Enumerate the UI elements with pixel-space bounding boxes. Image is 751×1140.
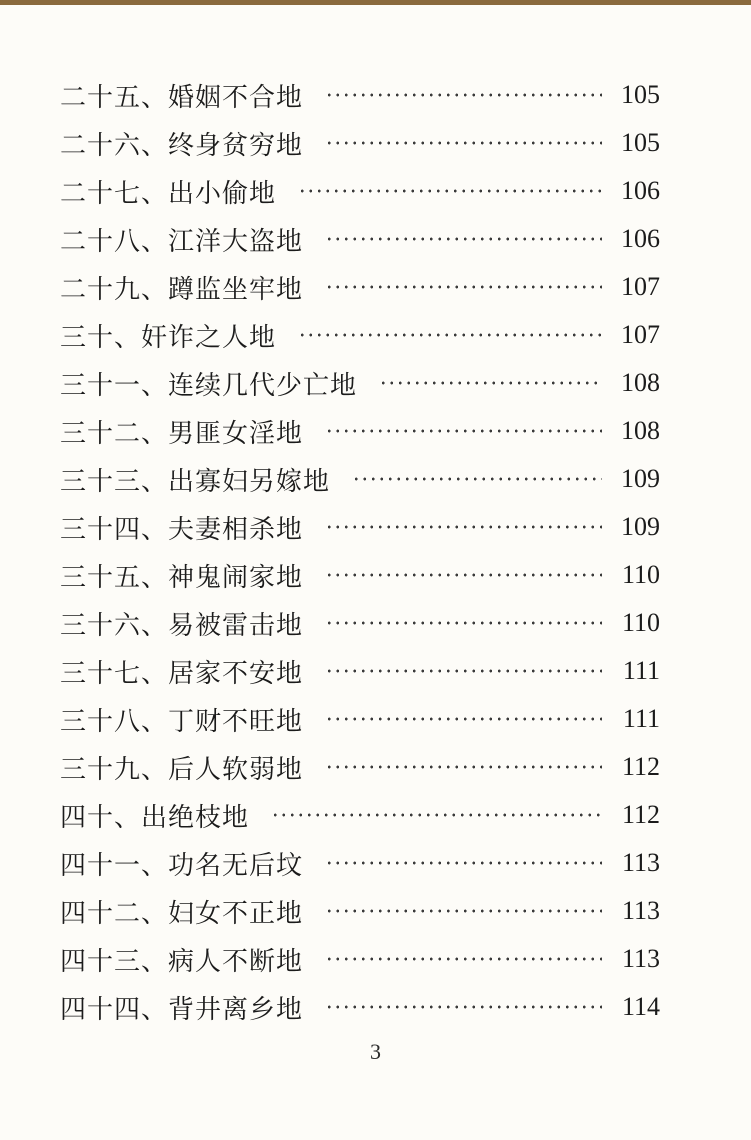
toc-entry-title: 二十六、终身贫穷地	[60, 130, 304, 161]
toc-entry-page-number: 112	[621, 752, 660, 781]
toc-entry	[60, 311, 660, 359]
toc-entry-title: 二十五、婚姻不合地	[60, 82, 304, 113]
dot-leader	[325, 621, 602, 625]
toc-entry-title: 三十四、夫妻相杀地	[60, 514, 304, 545]
toc-entry	[60, 359, 660, 407]
dot-leader	[325, 285, 602, 289]
toc-entry-page-number: 106	[621, 176, 660, 205]
toc-entry-page-number: 105	[621, 128, 660, 157]
toc-entry-title: 二十九、蹲监坐牢地	[60, 274, 304, 305]
toc-entry	[60, 71, 660, 119]
dot-leader	[325, 861, 602, 865]
toc-entry-title: 四十三、病人不断地	[60, 946, 304, 977]
toc-entry-page-number: 110	[621, 608, 660, 637]
page-number: 3	[370, 1039, 381, 1064]
table-of-contents	[60, 71, 660, 1031]
toc-entry-page-number: 113	[621, 944, 660, 973]
dot-leader	[298, 189, 602, 193]
toc-entry-page-number: 111	[622, 704, 660, 733]
toc-entry-title: 三十六、易被雷击地	[60, 610, 304, 641]
toc-entry-page-number: 106	[621, 224, 660, 253]
toc-entry	[60, 551, 660, 599]
toc-entry-title: 三十二、男匪女淫地	[60, 418, 304, 449]
toc-entry	[60, 263, 660, 311]
dot-leader	[325, 765, 602, 769]
dot-leader	[325, 429, 602, 433]
toc-entry-page-number: 113	[621, 896, 660, 925]
dot-leader	[271, 813, 602, 817]
toc-entry-title: 四十四、背井离乡地	[60, 994, 304, 1025]
toc-entry-page-number: 107	[621, 272, 660, 301]
toc-entry	[60, 935, 660, 983]
toc-entry-page-number: 114	[621, 992, 660, 1021]
toc-entry-page-number: 113	[621, 848, 660, 877]
toc-entry	[60, 455, 660, 503]
toc-entry-page-number: 108	[621, 416, 660, 445]
toc-entry	[60, 983, 660, 1031]
toc-entry	[60, 599, 660, 647]
toc-entry	[60, 167, 660, 215]
dot-leader	[379, 381, 602, 385]
dot-leader	[325, 957, 602, 961]
toc-entry-title: 四十二、妇女不正地	[60, 898, 304, 929]
dot-leader	[325, 909, 602, 913]
toc-entry-title: 四十、出绝枝地	[60, 802, 250, 833]
toc-entry-page-number: 109	[621, 512, 660, 541]
toc-entry	[60, 695, 660, 743]
toc-entry-title: 三十八、丁财不旺地	[60, 706, 304, 737]
toc-entry	[60, 503, 660, 551]
dot-leader	[325, 93, 602, 97]
dot-leader	[352, 477, 602, 481]
toc-entry-title: 三十九、后人软弱地	[60, 754, 304, 785]
toc-entry	[60, 647, 660, 695]
toc-entry-page-number: 112	[621, 800, 660, 829]
toc-entry	[60, 407, 660, 455]
toc-entry	[60, 839, 660, 887]
toc-entry-page-number: 111	[622, 656, 660, 685]
dot-leader	[325, 573, 602, 577]
toc-entry-title: 二十八、江洋大盗地	[60, 226, 304, 257]
toc-entry-page-number: 107	[621, 320, 660, 349]
document-page	[0, 5, 751, 1140]
toc-entry	[60, 791, 660, 839]
dot-leader	[298, 333, 602, 337]
toc-entry-page-number: 105	[621, 80, 660, 109]
toc-entry-page-number: 110	[621, 560, 660, 589]
dot-leader	[325, 717, 602, 721]
toc-entry-page-number: 109	[621, 464, 660, 493]
toc-entry	[60, 119, 660, 167]
dot-leader	[325, 669, 602, 673]
toc-entry-page-number: 108	[621, 368, 660, 397]
toc-entry-title: 三十三、出寡妇另嫁地	[60, 466, 331, 497]
toc-entry-title: 二十七、出小偷地	[60, 178, 277, 209]
toc-entry-title: 三十、奸诈之人地	[60, 322, 277, 353]
toc-entry	[60, 215, 660, 263]
dot-leader	[325, 525, 602, 529]
dot-leader	[325, 1005, 602, 1009]
toc-entry	[60, 887, 660, 935]
toc-entry	[60, 743, 660, 791]
dot-leader	[325, 237, 602, 241]
dot-leader	[325, 141, 602, 145]
toc-entry-title: 三十七、居家不安地	[60, 658, 304, 689]
toc-entry-title: 三十五、神鬼闹家地	[60, 562, 304, 593]
toc-entry-title: 三十一、连续几代少亡地	[60, 370, 358, 401]
toc-entry-title: 四十一、功名无后坟	[60, 850, 304, 881]
